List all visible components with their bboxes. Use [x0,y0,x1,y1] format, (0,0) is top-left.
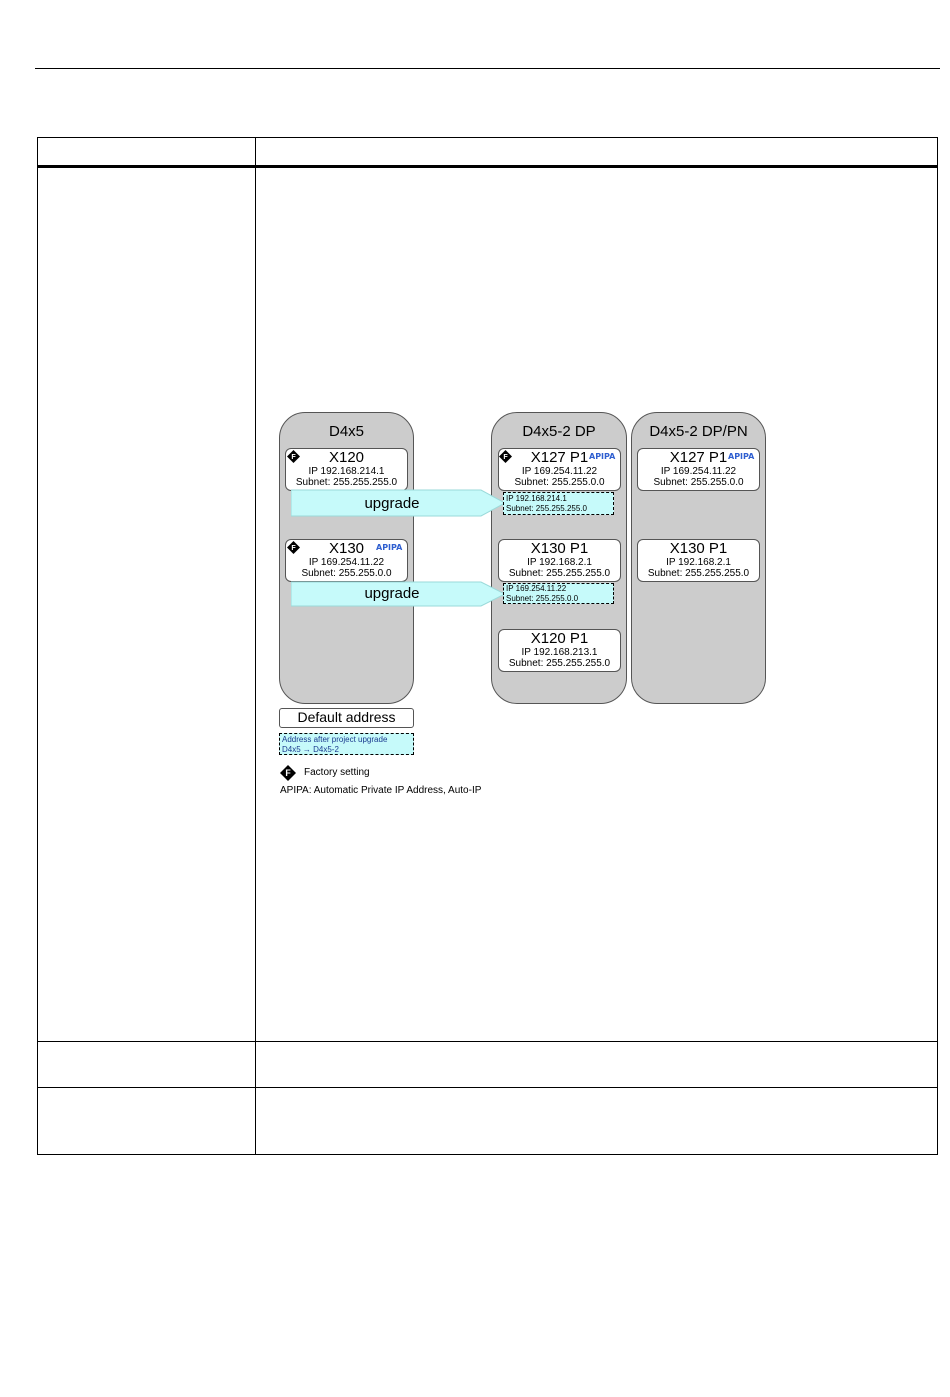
upgrade-label: upgrade [364,495,420,512]
apipa-badge: APIPA [376,543,403,552]
port-subnet: Subnet: 255.255.255.0 [508,568,611,579]
table-row-divider [37,1087,938,1088]
port-ip: IP 192.168.2.1 [666,557,731,568]
port-ip: IP 169.254.11.22 [308,557,385,568]
factory-setting-icon [287,450,300,463]
factory-mark-text: F [503,453,508,462]
factory-mark-text: F [285,768,291,779]
port-x130-p1 [498,539,621,582]
factory-mark-text: F [291,453,296,462]
panel-title: D4x5-2 DP/PN [649,423,748,440]
legend-apipa-note: APIPA: Automatic Private IP Address, Auto-IP [280,785,482,796]
port-subnet: Subnet: 255.255.255.0 [508,658,611,669]
port-name: X130 P1 [530,540,589,557]
legend-after-upgrade-line2: D4x5 → D4x5-2 [282,745,339,754]
upgrade-label: upgrade [364,585,420,602]
port-subnet: Subnet: 255.255.255.0 [647,568,750,579]
port-name: X130 P1 [669,540,728,557]
port-ip: IP 192.168.213.1 [521,647,598,658]
header-rule [35,68,940,69]
apipa-badge: APIPA [728,452,755,461]
upgraded-address-box [503,492,614,515]
legend-factory-setting: Factory setting [304,767,370,778]
port-x120-p1 [498,629,621,672]
factory-setting-icon [499,450,512,463]
factory-setting-icon [287,541,300,554]
port-x130-p1 [637,539,760,582]
legend-after-upgrade [279,733,414,755]
port-x120 [285,448,408,491]
apipa-badge: APIPA [589,452,616,461]
upgraded-address-box [503,583,614,604]
upgraded-ip: IP 169.254.11.22 [506,584,567,593]
port-ip: IP 169.254.11.22 [660,466,737,477]
port-name: X120 [328,449,365,466]
panel-title: D4x5-2 DP [522,423,596,440]
port-ip: IP 192.168.214.1 [308,466,385,477]
port-subnet: Subnet: 255.255.0.0 [653,477,744,488]
document-table [37,137,938,1155]
port-ip: IP 192.168.2.1 [527,557,592,568]
legend-default-address: Default address [279,708,414,728]
table-border-right [937,137,938,1155]
port-name: X120 P1 [530,630,589,647]
port-subnet: Subnet: 255.255.255.0 [295,477,398,488]
port-subnet: Subnet: 255.255.0.0 [514,477,605,488]
factory-setting-icon [280,765,296,781]
table-row-divider [37,1041,938,1042]
table-column-divider [255,137,256,1155]
port-subnet: Subnet: 255.255.0.0 [301,568,392,579]
table-header-rule [37,165,938,168]
table-border-left [37,137,38,1155]
factory-mark-text: F [291,544,296,553]
upgraded-subnet: Subnet: 255.255.0.0 [506,594,579,603]
table-border-top [37,137,938,138]
legend-after-upgrade-line1: Address after project upgrade [282,735,388,744]
upgraded-subnet: Subnet: 255.255.255.0 [506,504,587,513]
table-border-bottom [37,1154,938,1155]
panel-title: D4x5 [328,423,365,440]
port-name: X130 [328,540,365,557]
port-name: X127 P1 [530,449,589,466]
port-ip: IP 169.254.11.22 [521,466,598,477]
upgraded-ip: IP 192.168.214.1 [506,494,567,503]
port-name: X127 P1 [669,449,728,466]
